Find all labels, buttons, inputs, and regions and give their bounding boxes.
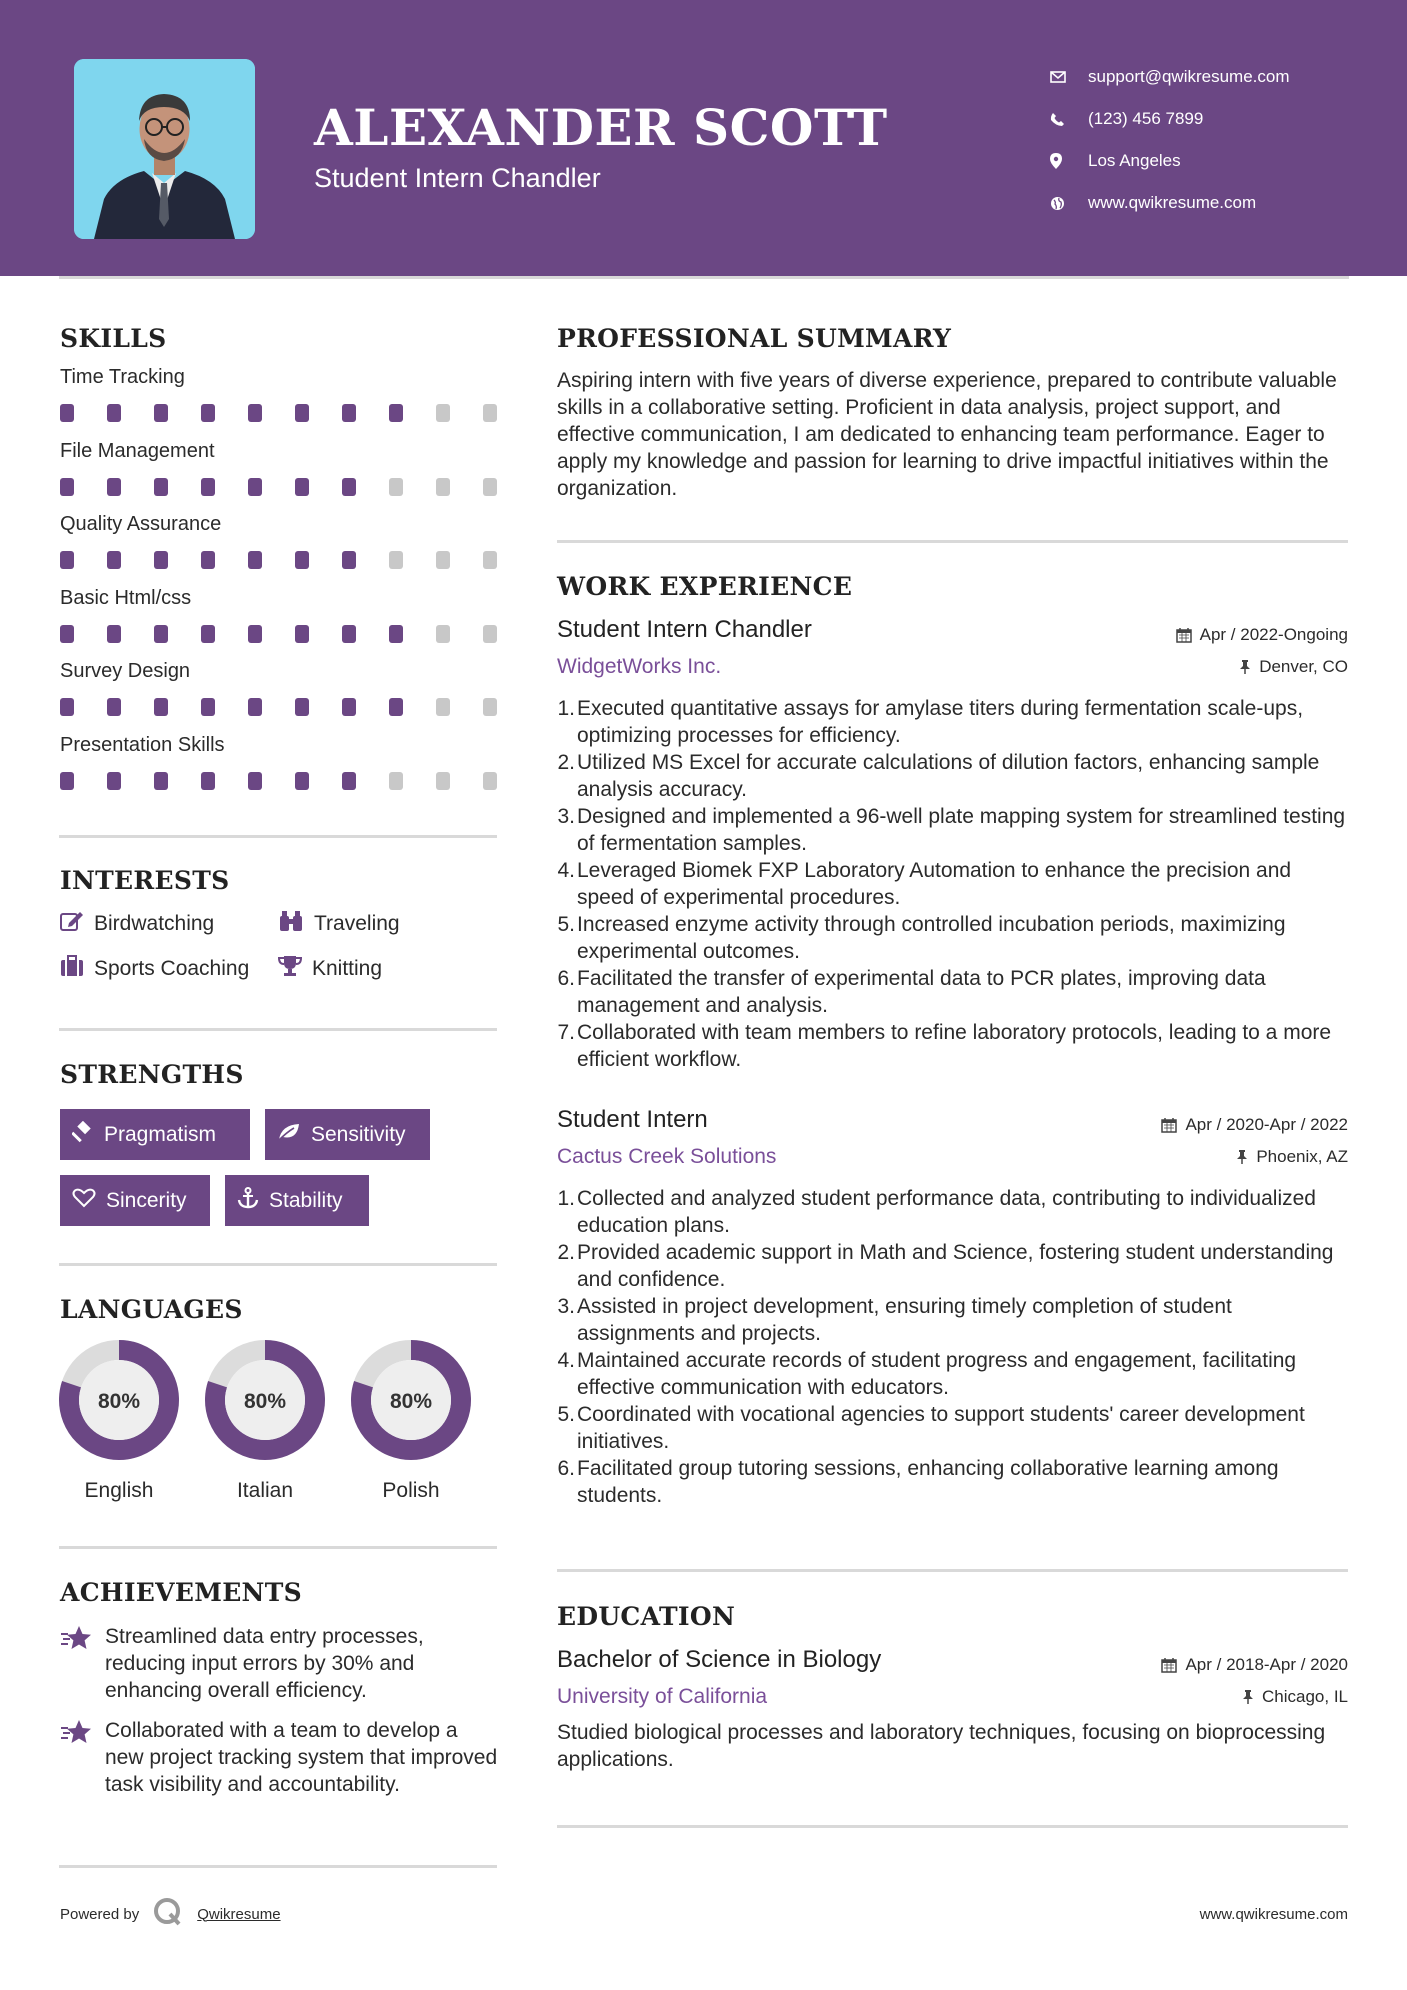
language-donut bbox=[203, 1338, 327, 1462]
rating-dot-empty bbox=[436, 478, 450, 496]
rating-dot-filled bbox=[60, 551, 74, 569]
skill-rating bbox=[60, 772, 497, 790]
interest-item bbox=[60, 910, 214, 937]
pencil-square-icon bbox=[60, 910, 84, 937]
education-description: Studied biological processes and laboratory techniques, focusing on bioprocessing applications. bbox=[557, 1721, 1326, 1771]
rating-dot-filled bbox=[154, 404, 168, 422]
heart-icon bbox=[72, 1188, 96, 1213]
languages-divider bbox=[59, 1546, 497, 1549]
envelope-icon bbox=[1050, 71, 1088, 83]
contact-location-text: Los Angeles bbox=[1088, 151, 1181, 170]
education-dates bbox=[1161, 1655, 1348, 1675]
job-dates-text: Apr / 2022-Ongoing bbox=[1199, 625, 1348, 644]
rating-dot-filled bbox=[295, 698, 309, 716]
rating-dot-filled bbox=[248, 478, 262, 496]
skill-rating bbox=[60, 551, 497, 569]
rating-dot-filled bbox=[295, 551, 309, 569]
briefcase-icon bbox=[60, 955, 84, 982]
rating-dot-filled bbox=[342, 404, 356, 422]
rating-dot-empty bbox=[436, 551, 450, 569]
degree-title: Bachelor of Science in Biology bbox=[557, 1646, 882, 1673]
skill-item bbox=[60, 587, 500, 661]
job-title: Student Intern bbox=[557, 1106, 708, 1133]
rating-dot-empty bbox=[436, 772, 450, 790]
rating-dot-empty bbox=[483, 698, 497, 716]
trophy-icon bbox=[278, 955, 302, 982]
rating-dot-filled bbox=[201, 772, 215, 790]
interest-item bbox=[60, 955, 249, 982]
language-item bbox=[349, 1338, 473, 1503]
company-name: Cactus Creek Solutions bbox=[557, 1145, 777, 1168]
list-item-text: Facilitated the transfer of experimental data to PCR plates, improving data management and analysis. bbox=[577, 967, 1266, 1017]
contact-website-text: www.qwikresume.com bbox=[1088, 193, 1257, 212]
interests-divider bbox=[59, 1028, 497, 1031]
company-name: WidgetWorks Inc. bbox=[557, 655, 722, 678]
resume-header bbox=[0, 0, 1407, 276]
strength-label: Stability bbox=[269, 1188, 343, 1212]
job-dates-text: Apr / 2020-Apr / 2022 bbox=[1185, 1115, 1348, 1134]
rating-dot-filled bbox=[107, 625, 121, 643]
job-dates bbox=[1161, 1115, 1348, 1135]
binoculars-icon bbox=[278, 910, 304, 937]
list-item: 2. Utilized MS Excel for accurate calculations of dilution factors, enhancing sample analysis accuracy. bbox=[557, 749, 1347, 803]
contact-phone[interactable] bbox=[1050, 98, 1290, 140]
rating-dot-filled bbox=[295, 478, 309, 496]
skill-label: Presentation Skills bbox=[60, 733, 225, 756]
school-name: University of California bbox=[557, 1685, 768, 1708]
rating-dot-filled bbox=[107, 772, 121, 790]
rating-dot-filled bbox=[389, 404, 403, 422]
list-item: 3. Assisted in project development, ensuring timely completion of student assignments and projects. bbox=[557, 1293, 1347, 1347]
skill-item bbox=[60, 660, 500, 734]
skills-list bbox=[60, 366, 500, 807]
list-item: 7. Collaborated with team members to refine laboratory protocols, leading to a more efficient workflow. bbox=[557, 1019, 1347, 1073]
list-item: 1. Collected and analyzed student performance data, contributing to individualized education plans. bbox=[557, 1185, 1347, 1239]
interest-item bbox=[278, 955, 382, 982]
experience-divider bbox=[557, 1569, 1348, 1572]
qwikresume-link[interactable]: Qwikresume bbox=[197, 1905, 281, 1923]
rating-dot-filled bbox=[107, 478, 121, 496]
summary-divider bbox=[557, 540, 1348, 543]
education-location-text: Chicago, IL bbox=[1262, 1687, 1348, 1706]
list-item: 3. Designed and implemented a 96-well plate mapping system for streamlined testing of fermentation samples. bbox=[557, 805, 1346, 855]
rating-dot-filled bbox=[248, 772, 262, 790]
education-location bbox=[1242, 1687, 1348, 1707]
strengths-divider bbox=[59, 1263, 497, 1266]
contact-email[interactable] bbox=[1050, 56, 1290, 98]
list-item: 5. Increased enzyme activity through controlled incubation periods, maximizing experimental outcomes. bbox=[557, 911, 1347, 965]
skill-label: Basic Html/css bbox=[60, 586, 192, 609]
rating-dot-filled bbox=[342, 772, 356, 790]
strength-badge bbox=[60, 1175, 210, 1226]
calendar-icon bbox=[1176, 627, 1192, 643]
interest-label: Traveling bbox=[314, 911, 400, 935]
rating-dot-filled bbox=[389, 625, 403, 643]
list-item-text: Collected and analyzed student performance data, contributing to individualized education plans. bbox=[577, 1187, 1316, 1237]
star-icon bbox=[60, 1717, 105, 1798]
list-item-text: Utilized MS Excel for accurate calculations of dilution factors, enhancing sample analysis accuracy. bbox=[577, 751, 1320, 801]
rating-dot-filled bbox=[107, 698, 121, 716]
skills-heading: SKILLS bbox=[60, 324, 167, 353]
contact-email-text: support@qwikresume.com bbox=[1088, 67, 1290, 86]
interest-label: Knitting bbox=[312, 956, 383, 980]
skill-label: Survey Design bbox=[60, 660, 191, 682]
leaf-icon bbox=[277, 1122, 301, 1147]
rating-dot-empty bbox=[483, 551, 497, 569]
rating-dot-filled bbox=[295, 404, 309, 422]
rating-dot-empty bbox=[436, 698, 450, 716]
rating-dot-empty bbox=[483, 478, 497, 496]
strength-label: Sincerity bbox=[106, 1188, 187, 1212]
rating-dot-filled bbox=[342, 551, 356, 569]
interest-item bbox=[278, 910, 400, 937]
calendar-icon bbox=[1161, 1117, 1177, 1133]
anchor-icon bbox=[237, 1187, 259, 1214]
list-item: 1. Executed quantitative assays for amylase titers during fermentation scale-ups, optimizing processes for efficiency. bbox=[557, 695, 1347, 749]
education-heading: EDUCATION bbox=[557, 1602, 736, 1631]
rating-dot-filled bbox=[60, 478, 74, 496]
education-divider bbox=[557, 1825, 1348, 1828]
list-item: 6. Facilitated the transfer of experimental data to PCR plates, improving data management and analysis. bbox=[557, 965, 1347, 1019]
rating-dot-filled bbox=[342, 625, 356, 643]
rating-dot-filled bbox=[248, 698, 262, 716]
achievements-heading: ACHIEVEMENTS bbox=[60, 1578, 302, 1607]
interest-label: Birdwatching bbox=[94, 911, 215, 935]
calendar-icon bbox=[1161, 1657, 1177, 1673]
rating-dot-filled bbox=[342, 478, 356, 496]
rating-dot-filled bbox=[342, 698, 356, 716]
job-location-text: Denver, CO bbox=[1259, 657, 1348, 676]
rating-dot-empty bbox=[483, 772, 497, 790]
list-item: 2. Provided academic support in Math and Science, fostering student understanding and confidence. bbox=[557, 1239, 1347, 1293]
language-item bbox=[203, 1338, 327, 1503]
language-donut bbox=[349, 1338, 473, 1462]
rating-dot-filled bbox=[154, 478, 168, 496]
list-item-text: Increased enzyme activity through controlled incubation periods, maximizing experimental outcomes. bbox=[577, 913, 1286, 963]
skill-label: File Management bbox=[60, 439, 215, 462]
skill-rating bbox=[60, 404, 497, 422]
rating-dot-filled bbox=[248, 625, 262, 643]
rating-dot-empty bbox=[483, 625, 497, 643]
star-icon bbox=[60, 1623, 105, 1704]
rating-dot-filled bbox=[201, 625, 215, 643]
powered-by-text: Powered by bbox=[60, 1905, 140, 1923]
rating-dot-filled bbox=[60, 404, 74, 422]
list-item: 6. Facilitated group tutoring sessions, enhancing collaborative learning among students. bbox=[557, 1455, 1347, 1509]
achievement-text: Collaborated with a team to develop a new project tracking system that improved task visibility and accountability. bbox=[105, 1719, 498, 1796]
pushpin-icon bbox=[1236, 1149, 1248, 1165]
list-item-text: Designed and implemented a 96-well plate mapping system for streamlined testing of fermentation samples. bbox=[577, 805, 1346, 855]
rating-dot-filled bbox=[201, 404, 215, 422]
job-location-text: Phoenix, AZ bbox=[1256, 1147, 1348, 1166]
list-item-text: Executed quantitative assays for amylase titers during fermentation scale-ups, optimizing processes for efficiency. bbox=[577, 697, 1304, 747]
rating-dot-filled bbox=[60, 625, 74, 643]
rating-dot-filled bbox=[389, 698, 403, 716]
rating-dot-filled bbox=[107, 551, 121, 569]
achievement-item bbox=[60, 1717, 500, 1798]
skills-divider bbox=[59, 835, 497, 838]
rating-dot-filled bbox=[60, 698, 74, 716]
skill-label: Quality Assurance bbox=[60, 513, 222, 535]
rating-dot-filled bbox=[201, 698, 215, 716]
strength-label: Sensitivity bbox=[311, 1122, 406, 1146]
list-item-text: Maintained accurate records of student progress and engagement, facilitating effective communication with educators. bbox=[577, 1349, 1297, 1399]
job-location bbox=[1236, 1147, 1348, 1167]
language-item bbox=[57, 1338, 181, 1503]
strength-label: Pragmatism bbox=[104, 1122, 217, 1146]
rating-dot-empty bbox=[436, 404, 450, 422]
rating-dot-filled bbox=[60, 772, 74, 790]
skill-rating bbox=[60, 698, 497, 716]
list-item-text: Coordinated with vocational agencies to support students' career development initiatives. bbox=[577, 1403, 1305, 1453]
footer-powered-by bbox=[60, 1897, 281, 1931]
language-label: English bbox=[84, 1479, 154, 1502]
job-achievements-list bbox=[557, 695, 1347, 1073]
contact-location bbox=[1050, 140, 1290, 182]
rating-dot-filled bbox=[248, 551, 262, 569]
language-percent: 80% bbox=[243, 1390, 287, 1413]
list-item: 4. Maintained accurate records of student progress and engagement, facilitating effective communication with educators. bbox=[557, 1347, 1347, 1401]
strength-badge bbox=[225, 1175, 369, 1226]
achievement-text: Streamlined data entry processes, reducing input errors by 30% and enhancing overall efficiency. bbox=[105, 1625, 424, 1702]
rating-dot-empty bbox=[436, 625, 450, 643]
list-item-text: Provided academic support in Math and Science, fostering student understanding and confidence. bbox=[577, 1241, 1334, 1291]
list-item-text: Leveraged Biomek FXP Laboratory Automation to enhance the precision and speed of experimental procedures. bbox=[577, 859, 1292, 909]
contact-phone-text: (123) 456 7899 bbox=[1088, 109, 1204, 128]
footer-website[interactable]: www.qwikresume.com bbox=[1199, 1906, 1348, 1923]
list-item-text: Facilitated group tutoring sessions, enhancing collaborative learning among students. bbox=[577, 1457, 1279, 1507]
list-item-text: Assisted in project development, ensuring timely completion of student assignments and projects. bbox=[577, 1295, 1232, 1345]
skill-item bbox=[60, 440, 500, 514]
rating-dot-filled bbox=[107, 404, 121, 422]
rating-dot-filled bbox=[154, 551, 168, 569]
language-donut bbox=[57, 1338, 181, 1462]
rating-dot-filled bbox=[154, 698, 168, 716]
rating-dot-filled bbox=[154, 625, 168, 643]
rating-dot-empty bbox=[389, 551, 403, 569]
interest-label: Sports Coaching bbox=[94, 956, 250, 980]
profile-photo bbox=[74, 59, 255, 239]
header-divider bbox=[59, 276, 1349, 279]
languages-heading: LANGUAGES bbox=[60, 1295, 243, 1324]
experience-heading: WORK EXPERIENCE bbox=[557, 572, 853, 601]
globe-icon bbox=[1050, 196, 1088, 211]
phone-icon bbox=[1050, 112, 1088, 127]
contact-website[interactable] bbox=[1050, 182, 1290, 224]
achievement-item bbox=[60, 1623, 500, 1704]
pushpin-icon bbox=[1242, 1689, 1254, 1705]
summary-heading: PROFESSIONAL SUMMARY bbox=[557, 324, 952, 353]
qwikresume-logo-icon bbox=[153, 1897, 183, 1931]
rating-dot-filled bbox=[248, 404, 262, 422]
achievements-divider bbox=[59, 1865, 497, 1868]
rating-dot-empty bbox=[483, 404, 497, 422]
rating-dot-filled bbox=[295, 625, 309, 643]
skill-item bbox=[60, 513, 500, 587]
language-label: Polish bbox=[382, 1479, 440, 1502]
rating-dot-empty bbox=[389, 478, 403, 496]
map-marker-icon bbox=[1050, 153, 1088, 169]
rating-dot-filled bbox=[295, 772, 309, 790]
skill-item bbox=[60, 366, 500, 440]
strengths-heading: STRENGTHS bbox=[60, 1060, 244, 1089]
rating-dot-filled bbox=[201, 551, 215, 569]
list-item-text: Collaborated with team members to refine laboratory protocols, leading to a more efficient workflow. bbox=[577, 1021, 1332, 1071]
job-dates bbox=[1176, 625, 1348, 645]
language-percent: 80% bbox=[389, 1390, 433, 1413]
skill-rating bbox=[60, 478, 497, 496]
list-item: 5. Coordinated with vocational agencies to support students' career development initiatives. bbox=[557, 1401, 1347, 1455]
candidate-name: ALEXANDER SCOTT bbox=[314, 98, 888, 157]
job-achievements-list bbox=[557, 1185, 1347, 1509]
summary-text: Aspiring intern with five years of diverse experience, prepared to contribute valuable skills in a collaborative setting. Proficient in data analysis, project support, and effective communication, I am dedicated to enhancing team performance. Eager to apply my knowledge and passion for learning to drive impactful initiatives within the organization. bbox=[557, 369, 1337, 500]
job-location bbox=[1239, 657, 1348, 677]
strength-badge bbox=[60, 1109, 250, 1160]
contact-list bbox=[1050, 56, 1290, 224]
language-label: Italian bbox=[236, 1479, 294, 1502]
candidate-title: Student Intern Chandler bbox=[314, 163, 601, 193]
skill-rating bbox=[60, 625, 497, 643]
strength-badge bbox=[265, 1109, 430, 1160]
rating-dot-filled bbox=[154, 772, 168, 790]
rating-dot-empty bbox=[389, 772, 403, 790]
list-item: 4. Leveraged Biomek FXP Laboratory Automation to enhance the precision and speed of experimental procedures. bbox=[557, 857, 1347, 911]
pushpin-icon bbox=[1239, 659, 1251, 675]
language-percent: 80% bbox=[97, 1390, 141, 1413]
rating-dot-filled bbox=[201, 478, 215, 496]
gavel-icon bbox=[72, 1121, 94, 1148]
education-dates-text: Apr / 2018-Apr / 2020 bbox=[1185, 1655, 1348, 1674]
skill-item bbox=[60, 734, 500, 808]
job-title: Student Intern Chandler bbox=[557, 616, 812, 643]
interests-heading: INTERESTS bbox=[60, 866, 230, 895]
skill-label: Time Tracking bbox=[60, 366, 185, 388]
